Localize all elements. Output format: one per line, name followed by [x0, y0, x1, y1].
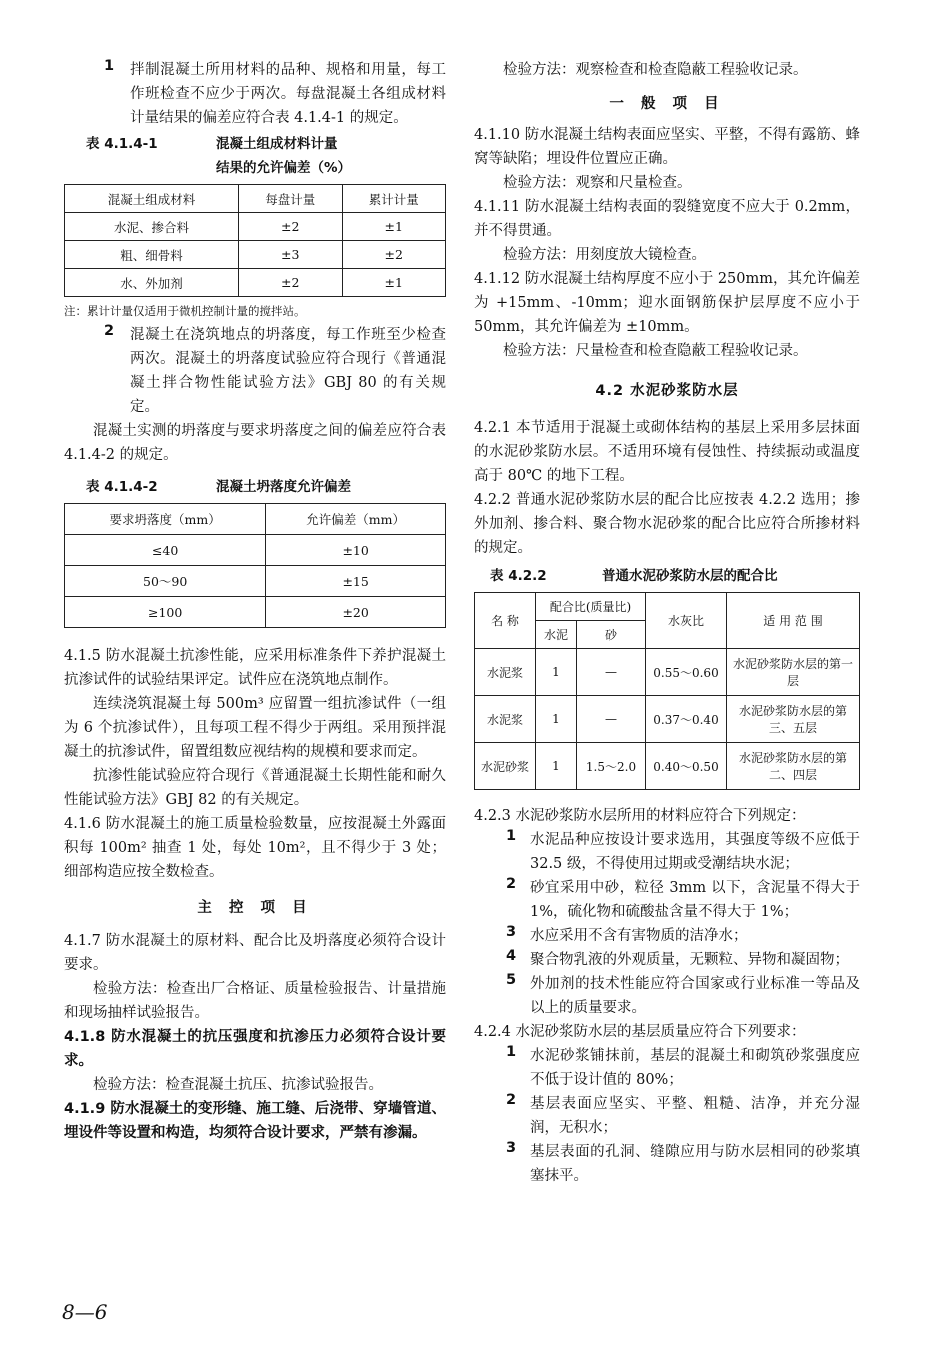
table-cell: 1	[536, 649, 577, 696]
item-number: 3	[506, 924, 517, 940]
table-cell: 水泥砂浆防水层的第二、四层	[727, 743, 860, 790]
list-item	[474, 972, 860, 1020]
table-cell: ±10	[266, 535, 446, 566]
table-cell: 0.37～0.40	[646, 696, 727, 743]
list-item	[474, 1092, 860, 1140]
right-column	[474, 58, 860, 1188]
list-item	[474, 948, 860, 972]
table-cell: 0.55～0.60	[646, 649, 727, 696]
table-header: 累计计量	[342, 185, 446, 213]
paragraph: 混凝土实测的坍落度与要求坍落度之间的偏差应符合表 4.1.4-2 的规定。	[64, 423, 446, 463]
clause-4-1-10: 4.1.10 防水混凝土结构表面应坚实、平整，不得有露筋、蜂窝等缺陷；埋设件位置应正确。	[474, 127, 860, 167]
clause-4-1-6: 4.1.6 防水混凝土的施工质量检验数量，应按混凝土外露面积每 100m² 抽查 1 处，每处 10m²，且不得少于 3 处；细部构造应按全数检查。	[64, 816, 446, 880]
table-cell: 1	[536, 743, 577, 790]
table-cell: 水泥浆	[475, 649, 536, 696]
clause-4-1-5: 4.1.5 防水混凝土抗渗性能，应采用标准条件下养护混凝土抗渗试件的试验结果评定。试件应在浇筑地点制作。	[64, 648, 446, 688]
item-text: 基层表面的孔洞、缝隙应用与防水层相同的砂浆填塞抹平。	[530, 1144, 860, 1184]
table-cell: 水泥、掺合料	[65, 213, 239, 241]
table-cell: 水泥浆	[475, 696, 536, 743]
table-cell: —	[577, 696, 646, 743]
clause-4-1-12: 4.1.12 防水混凝土结构厚度不应小于 250mm，其允许偏差为 +15mm、-10mm；迎水面钢筋保护层厚度不应小于 50mm，其允许偏差为 ±10mm。	[474, 271, 861, 335]
table-header: 允许偏差（mm）	[266, 504, 446, 535]
table-header: 水泥	[536, 621, 577, 649]
item-text: 拌制混凝土所用材料的品种、规格和用量，每工作班检查不应少于两次。每盘混凝土各组成材料计量结果的偏差应符合表 4.1.4-1 的规定。	[130, 62, 446, 126]
list-item	[64, 58, 446, 130]
table-cell: ≥100	[65, 597, 266, 628]
table-cell: ±15	[266, 566, 446, 597]
table-cell: ±2	[342, 241, 446, 269]
table-title: 普通水泥砂浆防水层的配合比	[602, 568, 778, 584]
clause-4-1-9: 4.1.9 防水混凝土的变形缝、施工缝、后浇带、穿墙管道、埋设件等设置和构造，均须符合设计要求，严禁有渗漏。	[64, 1101, 446, 1141]
list-item	[474, 876, 860, 924]
list-item	[474, 1044, 860, 1092]
table-header: 砂	[577, 621, 646, 649]
table-cell: 水泥砂浆	[475, 743, 536, 790]
table-header: 每盘计量	[239, 185, 342, 213]
list-item	[474, 1140, 860, 1188]
check-method: 检验方法：观察检查和检查隐蔽工程验收记录。	[503, 62, 808, 78]
table-header: 配合比(质量比)	[536, 593, 646, 621]
list-item	[474, 924, 860, 948]
table-header: 要求坍落度（mm）	[65, 504, 266, 535]
item-text: 外加剂的技术性能应符合国家或行业标准一等品及以上的质量要求。	[530, 976, 860, 1016]
item-text: 水泥砂浆铺抹前，基层的混凝土和砌筑砂浆强度应不低于设计值的 80%；	[530, 1048, 860, 1088]
table-title: 混凝土坍落度允许偏差	[216, 479, 351, 495]
table-row	[65, 269, 446, 297]
table-row	[475, 743, 860, 790]
table-row	[475, 649, 860, 696]
table-number: 表 4.1.4-2	[86, 479, 158, 495]
paragraph: 连续浇筑混凝土每 500m³ 应留置一组抗渗试件（一组为 6 个抗渗试件），且每项工程不得少于两组。采用预拌混凝土的抗渗试件，留置组数应视结构的规模和要求而定。	[64, 696, 446, 760]
item-number: 3	[506, 1140, 517, 1156]
table-cell: 水泥砂浆防水层的第一层	[727, 649, 860, 696]
left-column	[64, 58, 446, 1145]
clause-4-2-1: 4.2.1 本节适用于混凝土或砌体结构的基层上采用多层抹面的水泥砂浆防水层。不适用环境有侵蚀性、持续振动或温度高于 80℃ 的地下工程。	[474, 420, 860, 484]
paragraph: 抗渗性能试验应符合现行《普通混凝土长期性能和耐久性能试验方法》GBJ 82 的有关规定。	[64, 768, 446, 808]
item-number: 2	[104, 323, 115, 339]
table-cell: 水泥砂浆防水层的第三、五层	[727, 696, 860, 743]
table-title: 结果的允许偏差（%）	[216, 160, 352, 176]
item-number: 5	[506, 972, 517, 988]
page-number: 8—6	[62, 1300, 108, 1324]
table-header: 适 用 范 围	[727, 593, 860, 649]
clause-4-1-8: 4.1.8 防水混凝土的抗压强度和抗渗压力必须符合设计要求。	[64, 1029, 446, 1069]
table-caption	[64, 475, 446, 499]
item-text: 水应采用不含有害物质的洁净水；	[530, 928, 748, 944]
table-cell: 水、外加剂	[65, 269, 239, 297]
table-header: 水灰比	[646, 593, 727, 649]
table-cell: 0.40～0.50	[646, 743, 727, 790]
check-method: 检验方法：检查出厂合格证、质量检验报告、计量措施和现场抽样试验报告。	[64, 981, 446, 1021]
item-number: 4	[506, 948, 517, 964]
table-row	[65, 535, 446, 566]
table-cell: ±1	[342, 269, 446, 297]
table-caption	[64, 132, 446, 180]
table-header: 混凝土组成材料	[65, 185, 239, 213]
clause-4-1-11: 4.1.11 防水混凝土结构表面的裂缝宽度不应大于 0.2mm，并不得贯通。	[474, 199, 860, 239]
table-cell: ±1	[342, 213, 446, 241]
item-text: 水泥品种应按设计要求选用，其强度等级不应低于 32.5 级，不得使用过期或受潮结块水泥；	[530, 832, 860, 872]
item-text: 砂宜采用中砂，粒径 3mm 以下，含泥量不得大于 1%，硫化物和硫酸盐含量不得大于 1%；	[530, 880, 860, 920]
item-text: 基层表面应坚实、平整、粗糙、洁净，并充分湿润，无积水；	[530, 1096, 860, 1136]
clause-4-2-4: 4.2.4 水泥砂浆防水层的基层质量应符合下列要求：	[474, 1024, 806, 1040]
table-number: 表 4.2.2	[490, 568, 547, 584]
item-number: 1	[104, 58, 115, 74]
section-heading: 一 般 项 目	[609, 96, 725, 112]
check-method: 检验方法：检查混凝土抗压、抗渗试验报告。	[93, 1077, 383, 1093]
table-caption	[474, 564, 860, 588]
clause-4-2-3: 4.2.3 水泥砂浆防水层所用的材料应符合下列规定：	[474, 808, 806, 824]
check-method: 检验方法：观察和尺量检查。	[503, 175, 692, 191]
table-cell: 1.5～2.0	[577, 743, 646, 790]
section-heading: 主 控 项 目	[197, 900, 313, 916]
table-row	[65, 566, 446, 597]
item-number: 1	[506, 828, 517, 844]
table-cell: 50～90	[65, 566, 266, 597]
material-tolerance-table	[64, 184, 446, 297]
table-row	[65, 213, 446, 241]
item-number: 2	[506, 1092, 517, 1108]
table-title: 混凝土组成材料计量	[216, 136, 338, 152]
table-cell: ±20	[266, 597, 446, 628]
table-note: 注：累计计量仅适用于微机控制计量的搅拌站。	[64, 304, 306, 318]
clause-4-2-2: 4.2.2 普通水泥砂浆防水层的配合比应按表 4.2.2 选用；掺外加剂、掺合料、聚合物水泥砂浆的配合比应符合所掺材料的规定。	[474, 492, 860, 556]
list-item	[474, 828, 860, 876]
table-cell: —	[577, 649, 646, 696]
table-number: 表 4.1.4-1	[86, 136, 158, 152]
check-method: 检验方法：尺量检查和检查隐蔽工程验收记录。	[503, 343, 808, 359]
item-number: 1	[506, 1044, 517, 1060]
table-row	[65, 597, 446, 628]
check-method: 检验方法：用刻度放大镜检查。	[503, 247, 706, 263]
table-row	[65, 241, 446, 269]
table-row	[475, 696, 860, 743]
table-cell: 1	[536, 696, 577, 743]
list-item	[64, 323, 446, 419]
slump-tolerance-table	[64, 503, 446, 628]
item-text: 混凝土在浇筑地点的坍落度，每工作班至少检查两次。混凝土的坍落度试验应符合现行《普通混凝土拌合物性能试验方法》GBJ 80 的有关规定。	[130, 327, 446, 415]
clause-4-1-7: 4.1.7 防水混凝土的原材料、配合比及坍落度必须符合设计要求。	[64, 933, 446, 973]
section-title-4-2: 4.2 水泥砂浆防水层	[595, 383, 739, 399]
table-cell: ±2	[239, 213, 342, 241]
table-header: 名 称	[475, 593, 536, 649]
item-number: 2	[506, 876, 517, 892]
table-cell: 粗、细骨料	[65, 241, 239, 269]
item-text: 聚合物乳液的外观质量，无颗粒、异物和凝固物；	[530, 952, 849, 968]
mortar-mix-table	[474, 592, 860, 790]
table-cell: ±3	[239, 241, 342, 269]
table-cell: ≤40	[65, 535, 266, 566]
table-cell: ±2	[239, 269, 342, 297]
